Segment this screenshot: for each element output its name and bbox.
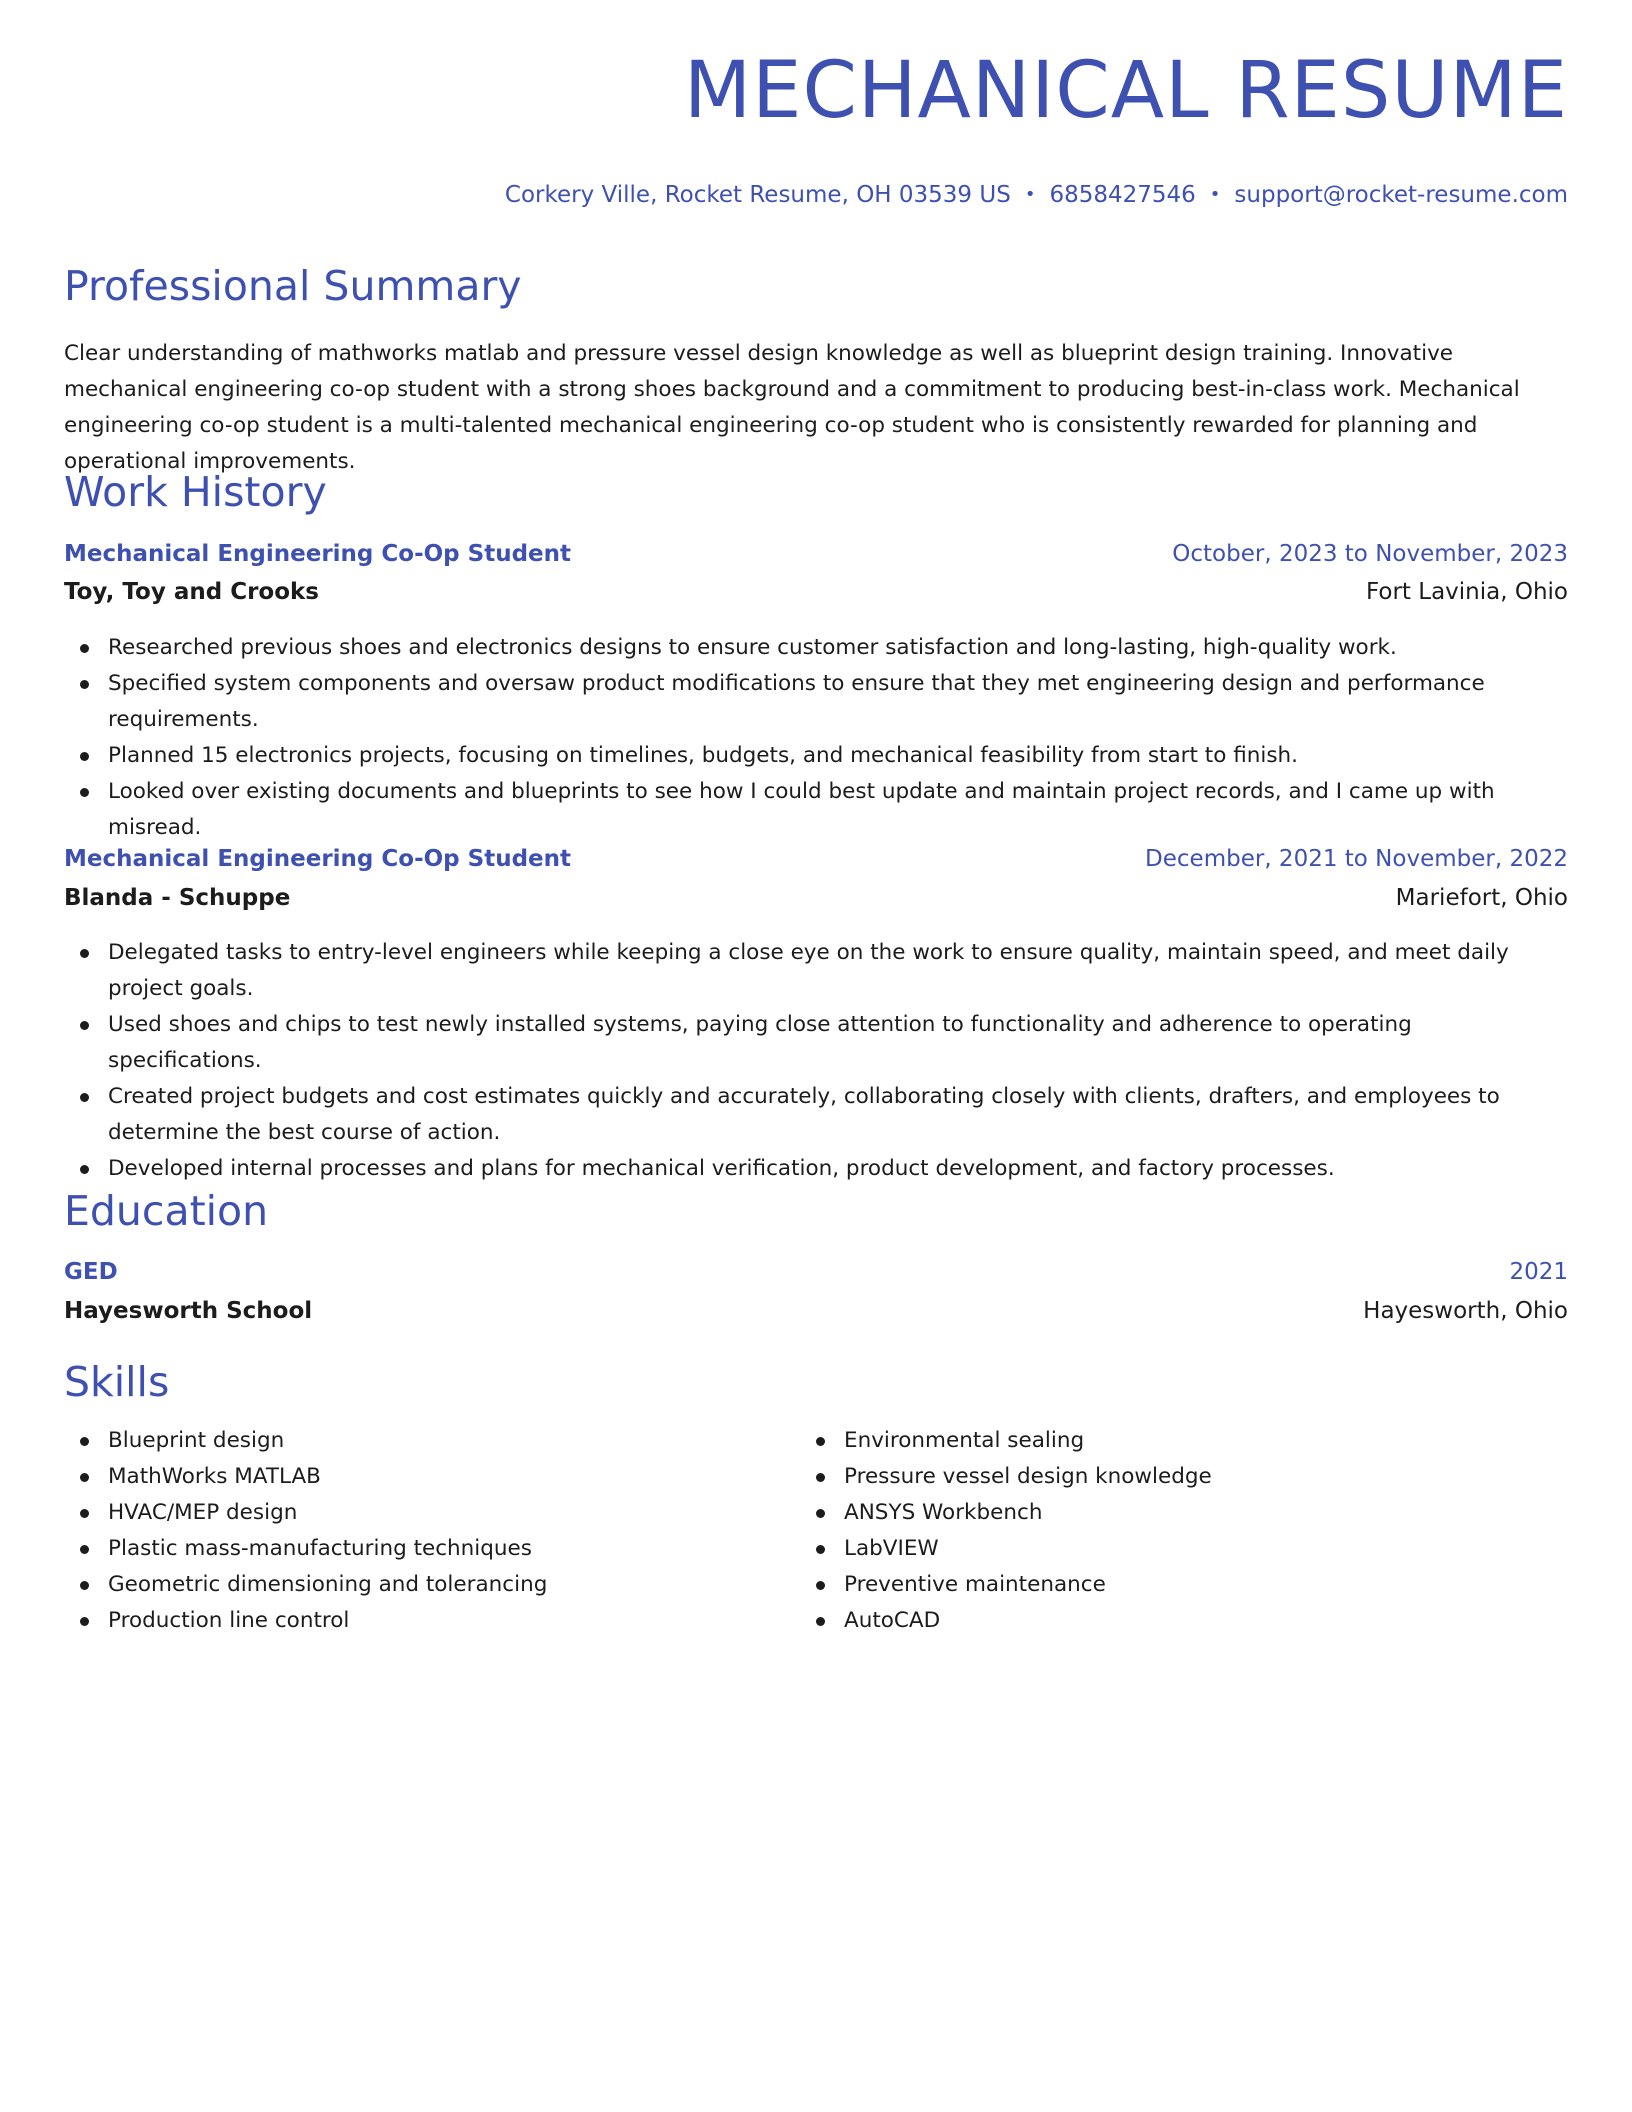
education-school-row: [64, 1298, 1568, 1332]
job-1-company: Toy, Toy and Crooks: [64, 579, 319, 605]
job-1-title: Mechanical Engineering Co-Op Student: [64, 541, 572, 567]
list-item: Created project budgets and cost estimates quickly and accurately, collaborating closely with clients, drafters, and employees to determine the best course of action.: [64, 1079, 1568, 1151]
skill-item: Environmental sealing: [800, 1423, 1632, 1459]
resume-name: MECHANICAL RESUME: [683, 46, 1568, 136]
skill-item: Blueprint design: [64, 1423, 1568, 1459]
education-school: Hayesworth School: [64, 1298, 313, 1324]
skill-item: HVAC/MEP design: [64, 1495, 1568, 1531]
skill-item: Pressure vessel design knowledge: [800, 1459, 1632, 1495]
list-item: Specified system components and oversaw product modifications to ensure that they met engineering design and performance requirements.: [64, 666, 1568, 738]
skills-heading: Skills: [64, 1358, 170, 1406]
education-heading: Education: [64, 1187, 269, 1235]
education-location: Hayesworth, Ohio: [1363, 1298, 1568, 1324]
list-item: Researched previous shoes and electronics designs to ensure customer satisfaction and long-lasting, high-quality work.: [64, 630, 1568, 666]
job-2-title: Mechanical Engineering Co-Op Student: [64, 846, 572, 872]
contact-address: Corkery Ville, Rocket Resume, OH 03539 US: [504, 182, 1011, 208]
skill-item: ANSYS Workbench: [800, 1495, 1632, 1531]
summary-heading: Professional Summary: [64, 262, 522, 310]
contact-email: support@rocket-resume.com: [1234, 182, 1568, 208]
job-1-company-row: [64, 579, 1568, 613]
skill-item: Production line control: [64, 1603, 1568, 1639]
list-item: Used shoes and chips to test newly installed systems, paying close attention to functionality and adherence to operating specifications.: [64, 1007, 1568, 1079]
skill-item: LabVIEW: [800, 1531, 1632, 1567]
contact-line: [505, 182, 1568, 208]
skill-item: AutoCAD: [800, 1603, 1632, 1639]
job-2-company: Blanda - Schuppe: [64, 885, 291, 911]
list-item: Looked over existing documents and blueprints to see how I could best update and maintain project records, and I came up with misread.: [64, 774, 1568, 846]
job-2-location: Mariefort, Ohio: [1395, 885, 1568, 911]
contact-phone: 6858427546: [1049, 182, 1196, 208]
work-history-heading: Work History: [64, 468, 327, 516]
skill-item: Geometric dimensioning and tolerancing: [64, 1567, 1568, 1603]
education-year: 2021: [1509, 1259, 1568, 1285]
education-degree: GED: [64, 1259, 118, 1285]
list-item: Planned 15 electronics projects, focusing on timelines, budgets, and mechanical feasibility from start to finish.: [64, 738, 1568, 774]
contact-separator: •: [1209, 184, 1221, 205]
skill-item: Plastic mass-manufacturing techniques: [64, 1531, 1568, 1567]
job-2-dates: December, 2021 to November, 2022: [1145, 846, 1568, 872]
job-1-location: Fort Lavinia, Ohio: [1365, 579, 1568, 605]
job-2-title-row: [64, 846, 1568, 880]
education-degree-row: [64, 1259, 1568, 1293]
job-2-bullets: [64, 935, 1568, 1187]
skills-right-column: [800, 1423, 1632, 1639]
job-2-company-row: [64, 885, 1568, 919]
job-1-title-row: [64, 541, 1568, 575]
list-item: Delegated tasks to entry-level engineers while keeping a close eye on the work to ensure quality, maintain speed, and meet daily project goals.: [64, 935, 1568, 1007]
contact-separator: •: [1024, 184, 1036, 205]
list-item: Developed internal processes and plans for mechanical verification, product development, and factory processes.: [64, 1151, 1568, 1187]
summary-text: Clear understanding of mathworks matlab and pressure vessel design knowledge as well as blueprint design training. Innovative mechanical engineering co-op student with a strong shoes background and a commitment to producing best-in-class work. Mechanical engineering co-op student is a multi-talented mechanical engineering co-op student who is consistently rewarded for planning and operational improvements.: [64, 341, 1520, 474]
job-1-dates: October, 2023 to November, 2023: [1172, 541, 1568, 567]
skill-item: Preventive maintenance: [800, 1567, 1632, 1603]
skill-item: MathWorks MATLAB: [64, 1459, 1568, 1495]
job-1-bullets: [64, 630, 1568, 846]
